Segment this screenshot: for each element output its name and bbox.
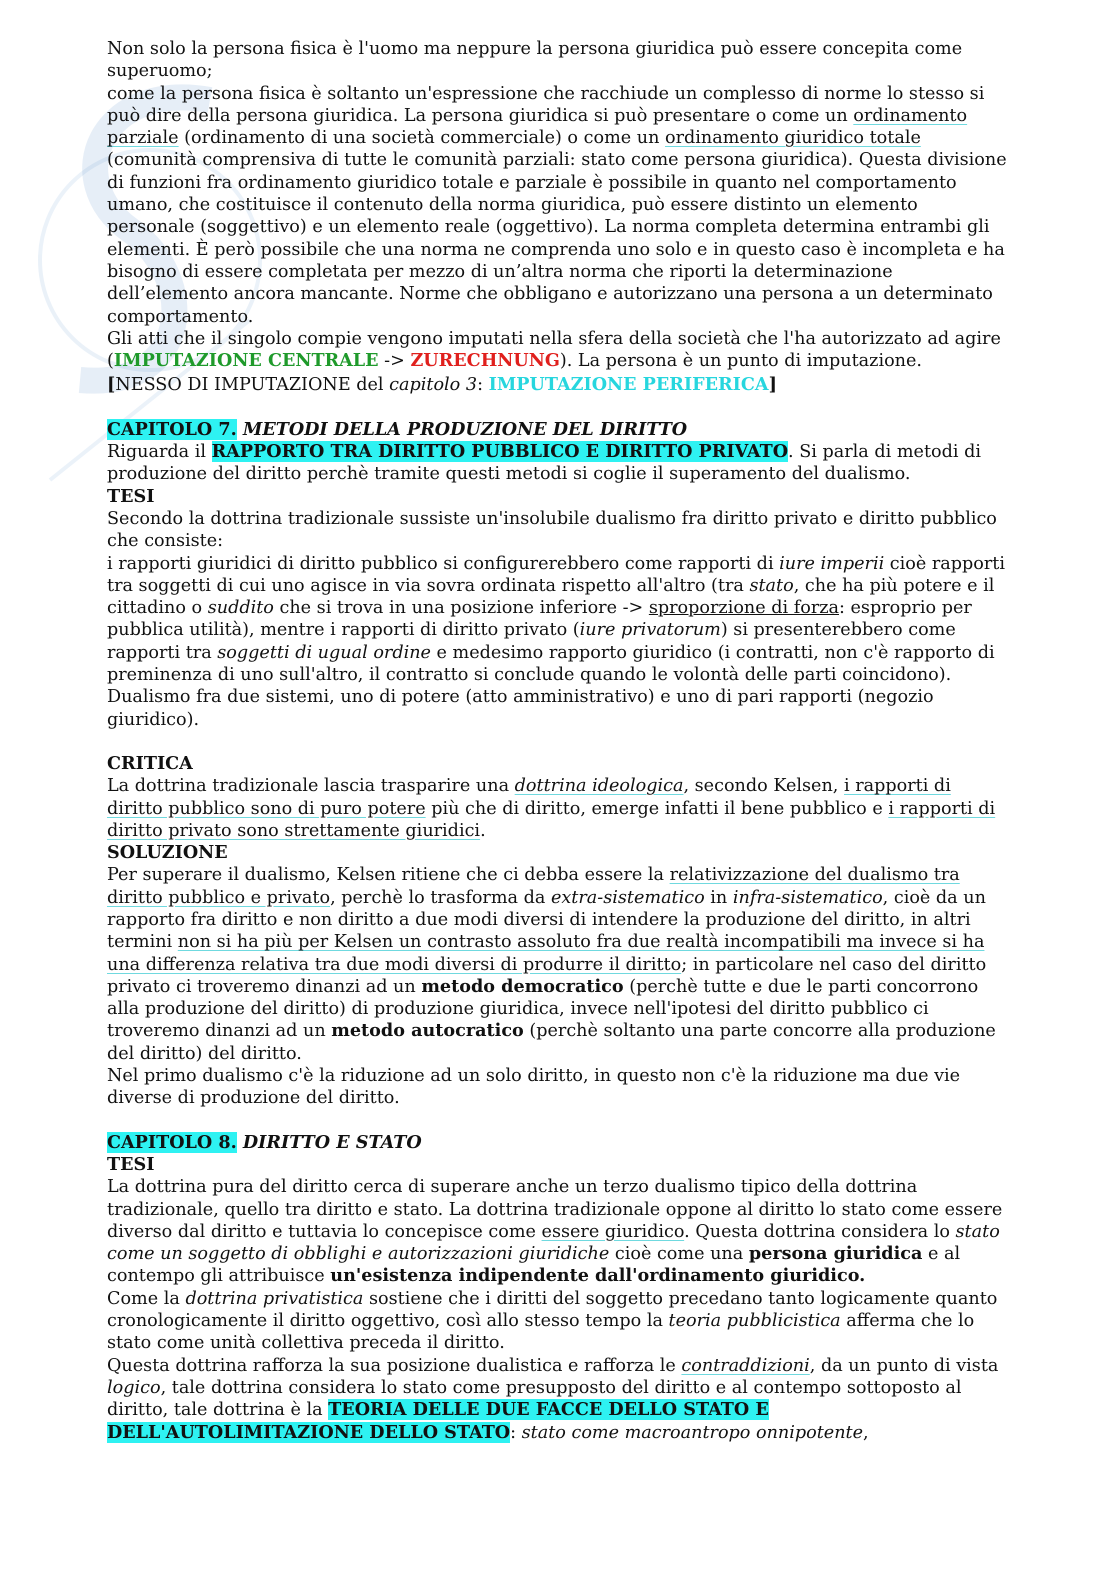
text: in [704,887,733,908]
text: Gli atti che il singolo compie vengono imputati nella sfera della società che l'ha autorizzato ad agire ( [107,328,1001,372]
text: (comunità comprensiva di tutte le comunità parziali: stato come persona giuridica). Questa divisione di funzioni fra ordinamento giuridico totale e parziale è possibile in quanto nel comportamento umano, che costituisce il contenuto della norma giuridica, può essere distinto un elemento personale (soggettivo) e un elemento reale (oggettivo). La norma completa determina entrambi gli elementi. È però possibile che una norma ne comprenda uno solo e in questo caso è incompleta e ha bisogno di essere completata per mezzo di un’altra norma che riporti la determinazione dell’elemento ancora mancante. Norme che obbligano e autorizzano una persona a un determinato comportamento. [107,150,1007,327]
underlined-text: i rapporti di diritto privato sono strettamente giuridici [107,798,996,841]
text: cioè come una [609,1244,749,1265]
underlined-text: essere giuridico [541,1221,685,1242]
text: , che ha più potere e il cittadino o [107,575,995,619]
paragraph-persona-fisica [107,38,1007,83]
chapter-8-title [107,1132,1007,1154]
paragraph-nesso [107,374,1007,396]
text: che si trova in una posizione inferiore -> [273,598,649,619]
text: Non solo la persona fisica è l'uomo ma neppure la persona giuridica può essere concepita come superuomo; [107,39,963,82]
text: ) si presenterebbero come rapporti tra [107,620,956,663]
section-tesi-2: TESI [107,1153,155,1175]
paragraph-primo-dualismo [107,1065,1007,1110]
paragraph-rapporti-giuridici [107,553,1007,687]
text: La dottrina pura del diritto cerca di superare anche un terzo dualismo tipico della dottrina tradizionale, quello tra diritto e stato. La dottrina tradizionale oppone al diritto lo stato come essere diverso dal diritto e tuttavia lo concepisce come [107,1177,1003,1242]
underlined-text: ordinamento parziale [107,105,968,149]
italic-text: stato [749,575,794,596]
text: NESSO DI IMPUTAZIONE del [115,375,390,396]
underlined-text: i rapporti di diritto pubblico sono di puro potere [107,776,951,819]
text: . Questa dottrina considera lo [684,1221,956,1242]
text: , cioè da un rapporto fra diritto e non diritto a due modi diversi di intendere la produzione del diritto, in altri termini [107,887,986,953]
paragraph-persona-giuridica [107,83,1007,328]
paragraph-soluzione [107,864,1007,1065]
paragraph-dottrina-tradizionale [107,508,1007,553]
text: ; in particolare nel caso del diritto privato ci troveremo dinanzi ad un [107,954,987,997]
document-page [107,38,1007,1444]
paragraph-rapporto [107,441,1007,486]
text: più che di diritto, emerge infatti il bene pubblico e [425,798,889,819]
italic-text: stato come un soggetto di obblighi e autorizzazioni giuridiche [107,1221,1000,1265]
text: , perchè lo trasforma da [330,887,551,908]
paragraph-dualismo [107,686,1007,731]
text: cioè rapporti tra soggetti di cui uno agisce in via sovra ordinata rispetto all'altro (tra [107,553,1005,596]
text: Riguarda il [107,442,212,463]
text: . [480,820,486,841]
underlined-text: ordinamento giuridico totale [665,128,921,149]
section-critica: CRITICA [107,752,193,774]
italic-underlined-text: dottrina ideologica [514,776,684,797]
bold-term: metodo democratico [421,975,624,997]
text: e al contempo gli attribuisce [107,1244,961,1287]
green-term: IMPUTAZIONE CENTRALE [113,350,379,372]
text: (perchè soltanto una parte concorre alla produzione del diritto) del diritto. [107,1021,996,1064]
italic-text: stato come macroantropo onnipotente [521,1422,864,1443]
italic-text: logico [107,1377,161,1398]
text: Secondo la dottrina tradizionale sussiste un'insolubile dualismo fra diritto privato e diritto pubblico che consiste: [107,508,997,552]
text: i rapporti giuridici di diritto pubblico si configurerebbero come rapporti di [107,553,780,574]
text: (perchè tutte e due le parti concorrono alla produzione del diritto) di produzione giuridica, invece nell'ipotesi del diritto pubblico ci troveremo dinanzi ad un [107,976,979,1042]
text: -> [378,351,411,372]
italic-text: extra-sistematico [550,887,705,908]
bold-term: metodo autocratico [331,1020,524,1042]
chapter-heading: METODI DELLA PRODUZIONE DEL DIRITTO [236,418,688,440]
text: come la persona fisica è soltanto un'espressione che racchiude un complesso di norme lo stesso si può dire della persona giuridica. La persona giuridica si può presentare o come un [107,83,985,126]
text: La dottrina tradizionale lascia trasparire una [107,776,515,797]
red-term: ZURECHNUNG [410,350,560,372]
text: , [863,1422,869,1443]
text: : esproprio per pubblica utilità), mentre i rapporti di diritto privato ( [107,598,972,641]
text: (ordinamento di una società commerciale) o come un [178,128,666,149]
text: , da un punto di vista [809,1355,999,1376]
bracket: [ [107,374,116,396]
text: . Si parla di metodi di produzione del diritto perchè tramite questi metodi si coglie il superamento del dualismo. [107,442,981,485]
text: : [510,1422,522,1443]
text: Dualismo fra due sistemi, uno di potere (atto amministrativo) e uno di pari rapporti (negozio giuridico). [107,687,934,730]
highlighted-term: RAPPORTO TRA DIRITTO PUBBLICO E DIRITTO PRIVATO [211,441,789,463]
italic-text: iure privatorum [579,620,721,641]
underlined-text: non si ha più per Kelsen un contrasto assoluto fra due realtà incompatibili ma invece si ha una differenza relativa tra due modi diversi di produrre il diritto [107,932,985,975]
bold-term: persona giuridica [748,1243,923,1265]
italic-text: soggetti di ugual ordine [217,642,431,663]
italic-text: suddito [207,598,274,619]
text: Per superare il dualismo, Kelsen ritiene che ci debba essere la [107,865,670,886]
text: , tale dottrina considera lo stato come presupposto del diritto e al contempo sottoposto al diritto, tale dottrina è la [107,1377,962,1421]
italic-text: iure imperii [779,553,885,574]
text: Questa dottrina rafforza la sua posizione dualistica e rafforza le [107,1355,682,1376]
highlighted-term: TEORIA DELLE DUE FACCE DELLO STATO E DELL'AUTOLIMITAZIONE DELLO STATO [107,1399,769,1443]
underlined-text: relativizzazione del dualismo tra diritto pubblico e privato [107,865,960,908]
italic-text: teoria pubblicistica [668,1311,841,1332]
bracket: ] [768,374,777,396]
italic-underlined-text: contraddizioni [681,1355,810,1376]
text: afferma che lo stato come unità collettiva preceda il diritto. [107,1311,975,1354]
text: ). La persona è un punto di imputazione. [559,351,923,372]
text: : [477,375,489,396]
italic-text: capitolo 3 [389,375,478,396]
text: , secondo Kelsen, [683,776,844,797]
chapter-heading: DIRITTO E STATO [236,1131,422,1153]
text: sostiene che i diritti del soggetto precedano tanto logicamente quanto cronologicamente il diritto oggettivo, così allo stesso tempo la [107,1288,998,1332]
chapter-7-title [107,419,1007,441]
section-soluzione: SOLUZIONE [107,842,228,864]
text: e medesimo rapporto giuridico (i contratti, non c'è rapporto di preminenza di uno sull'altro, il contratto si conclude quando le volontà delle parti coincidono). [107,642,995,686]
chapter-label: CAPITOLO 7. [107,418,237,440]
text: Come la [107,1288,186,1309]
italic-text: dottrina privatistica [185,1288,364,1309]
italic-text: infra-sistematico [732,887,883,908]
cyan-term: IMPUTAZIONE PERIFERICA [488,374,769,396]
bold-term: un'esistenza indipendente dall'ordinamento giuridico. [330,1265,866,1287]
text: Nel primo dualismo c'è la riduzione ad un solo diritto, in questo non c'è la riduzione ma due vie diverse di produzione del diritto. [107,1066,961,1109]
paragraph-dottrina-pura [107,1176,1007,1287]
paragraph-imputazione [107,328,1007,373]
chapter-label: CAPITOLO 8. [107,1131,237,1153]
underlined-text: sproporzione di forza [648,598,839,619]
section-tesi: TESI [107,485,155,507]
paragraph-dottrina-privatistica [107,1288,1007,1355]
paragraph-contraddizioni [107,1355,1007,1444]
paragraph-critica [107,775,1007,842]
